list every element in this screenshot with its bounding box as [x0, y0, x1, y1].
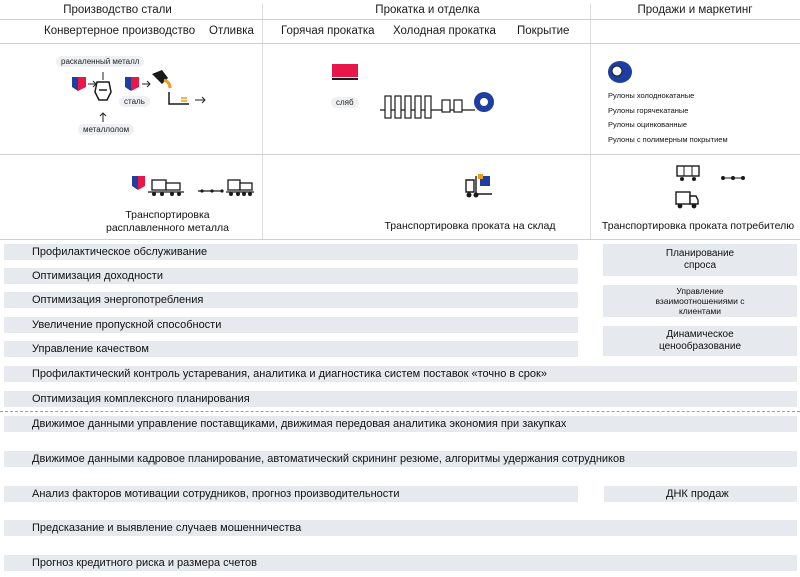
column-header-sales: Продажи и маркетинг	[637, 4, 753, 16]
usecase-bar-jit-supply	[4, 366, 797, 382]
column-divider-1	[262, 4, 263, 240]
steel-coil-icon	[607, 60, 633, 84]
label-scrap: металлолом	[78, 124, 134, 135]
label-slab: сляб	[331, 97, 359, 108]
truck-icon	[675, 190, 699, 210]
transport-molten-caption: Транспортировка расплавленного металла	[105, 209, 229, 234]
subheader-casting: Отливка	[209, 25, 254, 37]
locomotive-icon	[198, 174, 254, 196]
dashed-separator	[0, 411, 800, 413]
usecase-label: Профилактическое обслуживание	[32, 246, 208, 258]
usecase-label: Оптимизация энергопотребления	[32, 294, 204, 306]
product-item-galvanized: Рулоны оцинкованные	[608, 120, 688, 129]
forklift-icon	[464, 174, 494, 198]
transport-warehouse-caption: Транспортировка проката на склад	[384, 220, 556, 232]
torpedo-car-icon	[132, 174, 184, 196]
pouring-ladle-icon	[150, 70, 172, 90]
usecase-bar-integrated-planning	[4, 391, 797, 407]
subheader-separator	[0, 43, 800, 44]
label-steel: сталь	[119, 96, 150, 107]
steel-ladle-icon	[125, 77, 139, 91]
usecase-bar-predictive-maintenance	[4, 244, 578, 260]
arrow-up-icon	[100, 112, 106, 122]
usecase-label: Движимое данными управление поставщиками, движимая передовая аналитика экономия при закупках	[32, 418, 567, 430]
column-header-steel: Производство стали	[63, 4, 172, 16]
process-separator	[0, 154, 800, 155]
header-separator	[0, 19, 800, 20]
usecase-label: Оптимизация доходности	[32, 270, 163, 282]
usecase-bar-sales-dna	[604, 486, 797, 502]
usecase-label: ДНК продаж	[666, 488, 729, 500]
product-item-hot-rolled: Рулоны горячекатаные	[608, 106, 689, 115]
transport-consumer-caption: Транспортировка проката потребителю	[601, 220, 795, 232]
converter-icon	[94, 72, 112, 106]
column-header-rolling: Прокатка и отделка	[375, 4, 480, 16]
subheader-hot-rolling: Горячая прокатка	[281, 25, 375, 37]
hot-metal-ladle-icon	[72, 77, 86, 91]
usecase-label: Движимое данными кадровое планирование, автоматический скрининг резюме, алгоритмы удержания сотрудников	[32, 453, 625, 465]
usecase-bar-quality-management	[4, 341, 578, 357]
rail-track-icon	[720, 174, 746, 182]
usecase-bar-motivation-analysis	[4, 486, 578, 502]
product-item-polymer-coated: Рулоны с полимерным покрытием	[608, 135, 728, 144]
usecase-bar-energy-optimization	[4, 292, 578, 308]
usecase-label: Профилактический контроль устаревания, аналитика и диагностика систем поставок «точно в срок»	[32, 368, 547, 380]
product-item-cold-rolled: Рулоны холоднокатаные	[608, 91, 695, 100]
label-hot-metal: раскаленный металл	[56, 56, 144, 67]
usecase-bar-throughput	[4, 317, 578, 333]
rail-wagon-icon	[676, 164, 700, 182]
usecase-bar-credit-risk	[4, 555, 797, 571]
usecase-label: Оптимизация комплексного планирования	[32, 393, 250, 405]
subheader-coating: Покрытие	[517, 25, 570, 37]
usecase-box-demand-planning: Планирование спроса	[603, 244, 797, 276]
usecase-bar-yield-optimization	[4, 268, 578, 284]
usecase-label: Управление качеством	[32, 343, 149, 355]
caster-mold-icon	[167, 92, 211, 108]
usecase-label: Прогноз кредитного риска и размера счетов	[32, 557, 257, 569]
rolling-mill-icon	[380, 90, 495, 124]
usecase-box-crm: Управление взаимоотношениями с клиентами	[603, 285, 797, 317]
subheader-cold-rolling: Холодная прокатка	[393, 25, 496, 37]
usecase-separator	[0, 239, 800, 240]
slab-icon	[332, 64, 358, 82]
usecase-label: Анализ факторов мотивации сотрудников, прогноз производительности	[32, 488, 400, 500]
usecase-label: Предсказание и выявление случаев мошенничества	[32, 522, 302, 534]
usecase-box-dynamic-pricing: Динамическое ценообразование	[603, 326, 797, 356]
column-divider-2	[590, 4, 591, 240]
subheader-converter: Конвертерное производство	[44, 25, 196, 37]
usecase-bar-supplier-management	[4, 416, 797, 432]
usecase-bar-fraud-detection	[4, 520, 797, 536]
usecase-bar-hr-planning	[4, 451, 797, 467]
usecase-label: Увеличение пропускной способности	[32, 319, 222, 331]
